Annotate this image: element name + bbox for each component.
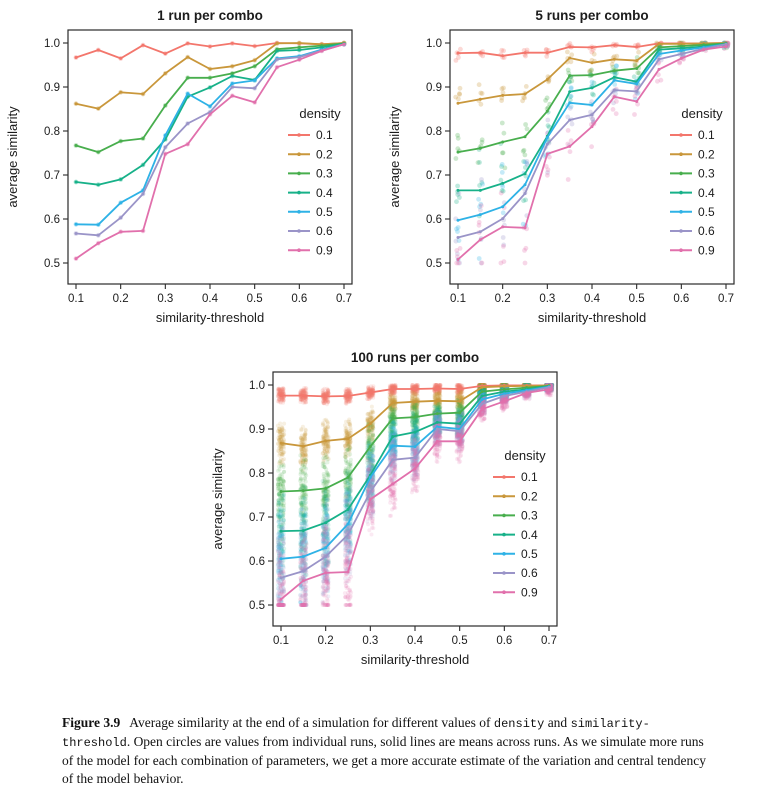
legend-key-dot xyxy=(297,248,301,252)
y-axis-title: average similarity xyxy=(387,106,402,208)
y-tick-label: 1.0 xyxy=(426,38,442,50)
y-tick-label: 1.0 xyxy=(249,380,265,392)
y-axis xyxy=(426,38,450,270)
legend-label: 0.9 xyxy=(698,243,715,258)
legend-key-dot xyxy=(679,229,683,233)
y-tick-label: 0.7 xyxy=(44,170,60,182)
legend-key-dot xyxy=(502,590,506,594)
legend-key-dot xyxy=(502,533,506,537)
y-tick-label: 0.8 xyxy=(249,468,265,480)
y-axis-title: average similarity xyxy=(210,448,225,550)
legend-key-dot xyxy=(297,210,301,214)
series-line-0.9 xyxy=(458,47,726,260)
x-axis-title: similarity-threshold xyxy=(537,310,647,325)
mean-lines xyxy=(75,42,346,261)
x-tick-label: 0.2 xyxy=(494,293,511,305)
chart-title: 5 runs per combo xyxy=(535,8,649,23)
legend-key-dot xyxy=(679,191,683,195)
x-tick-label: 0.3 xyxy=(157,293,174,305)
legend-title: density xyxy=(681,106,723,121)
y-axis-title: average similarity xyxy=(5,106,20,208)
legend-label: 0.2 xyxy=(698,147,715,162)
legend-label: 0.6 xyxy=(698,224,715,239)
y-tick-label: 1.0 xyxy=(44,38,60,50)
x-tick-label: 0.5 xyxy=(628,293,645,305)
y-tick-label: 0.9 xyxy=(44,82,60,94)
x-tick-label: 0.1 xyxy=(450,293,466,305)
figure-caption-label: Figure 3.9 xyxy=(62,714,121,730)
legend-label: 0.9 xyxy=(521,585,538,600)
legend-label: 0.1 xyxy=(316,128,333,143)
legend xyxy=(670,106,723,257)
legend-label: 0.4 xyxy=(521,527,538,542)
x-tick-label: 0.1 xyxy=(273,635,289,647)
x-tick-label: 0.4 xyxy=(202,293,219,305)
legend-label: 0.1 xyxy=(521,470,538,485)
x-tick-label: 0.7 xyxy=(336,293,353,305)
chart-title: 1 run per combo xyxy=(157,8,263,23)
x-tick-label: 0.7 xyxy=(718,293,735,305)
legend-label: 0.4 xyxy=(316,185,333,200)
y-tick-label: 0.6 xyxy=(249,556,265,568)
y-tick-label: 0.7 xyxy=(249,512,265,524)
legend-label: 0.3 xyxy=(521,508,538,523)
legend-title: density xyxy=(504,448,546,463)
legend-key-dot xyxy=(502,494,506,498)
y-tick-label: 0.7 xyxy=(426,170,442,182)
x-tick-label: 0.1 xyxy=(68,293,84,305)
x-tick-label: 0.6 xyxy=(673,293,690,305)
caption-text-run: Average similarity at the end of a simulation for different values of xyxy=(129,714,494,730)
legend-key-dot xyxy=(502,475,506,479)
chart-svg xyxy=(207,344,579,679)
x-tick-label: 0.3 xyxy=(362,635,379,647)
chart-1-run-per-combo xyxy=(2,2,374,342)
legend-label: 0.4 xyxy=(698,185,715,200)
x-axis xyxy=(68,284,352,305)
legend-key-dot xyxy=(679,133,683,137)
legend-label: 0.2 xyxy=(521,489,538,504)
x-tick-label: 0.5 xyxy=(451,635,468,647)
legend-label: 0.9 xyxy=(316,243,333,258)
chart-title: 100 runs per combo xyxy=(350,350,480,365)
x-axis xyxy=(450,284,734,305)
x-tick-label: 0.3 xyxy=(539,293,556,305)
legend-key-dot xyxy=(297,172,301,176)
x-tick-label: 0.2 xyxy=(112,293,129,305)
legend-label: 0.6 xyxy=(316,224,333,239)
legend-label: 0.5 xyxy=(316,205,333,219)
legend-key-dot xyxy=(502,514,506,518)
y-tick-label: 0.9 xyxy=(249,424,265,436)
legend-title: density xyxy=(299,106,341,121)
x-axis-title: similarity-threshold xyxy=(360,652,470,667)
legend-key-dot xyxy=(502,571,506,575)
legend-key-dot xyxy=(679,152,683,156)
x-axis-title: similarity-threshold xyxy=(155,310,265,325)
legend-key-dot xyxy=(297,133,301,137)
legend-key-dot xyxy=(679,248,683,252)
caption-text-run: and xyxy=(544,714,571,730)
y-axis xyxy=(249,380,273,612)
legend-key-dot xyxy=(679,210,683,214)
legend-label: 0.5 xyxy=(521,547,538,561)
legend-label: 0.6 xyxy=(521,566,538,581)
y-tick-label: 0.5 xyxy=(44,258,60,270)
x-tick-label: 0.4 xyxy=(584,293,601,305)
y-tick-label: 0.5 xyxy=(249,600,265,612)
x-tick-label: 0.4 xyxy=(407,635,424,647)
chart-5-runs-per-combo xyxy=(384,2,756,342)
figure-caption-text xyxy=(62,715,706,786)
scatter-points xyxy=(74,41,347,261)
chart-100-runs-per-combo xyxy=(207,344,579,684)
legend xyxy=(288,106,341,257)
x-tick-label: 0.6 xyxy=(496,635,513,647)
mean-lines xyxy=(457,42,728,262)
chart-svg xyxy=(384,2,756,337)
x-tick-label: 0.2 xyxy=(317,635,334,647)
y-tick-label: 0.6 xyxy=(44,214,60,226)
legend-label: 0.1 xyxy=(698,128,715,143)
caption-code-term: similarity-threshold xyxy=(62,716,650,750)
legend-key-dot xyxy=(297,191,301,195)
legend-key-dot xyxy=(297,152,301,156)
y-tick-label: 0.9 xyxy=(426,82,442,94)
caption-code-term: density xyxy=(493,716,545,731)
y-axis xyxy=(44,38,68,270)
chart-svg xyxy=(2,2,374,337)
x-tick-label: 0.7 xyxy=(541,635,558,647)
legend-label: 0.5 xyxy=(698,205,715,219)
legend xyxy=(493,448,546,599)
legend-key-dot xyxy=(297,229,301,233)
legend-key-dot xyxy=(679,172,683,176)
figure-caption xyxy=(62,714,714,788)
legend-key-dot xyxy=(502,552,506,556)
x-tick-label: 0.5 xyxy=(246,293,263,305)
legend-label: 0.3 xyxy=(316,166,333,181)
legend-label: 0.2 xyxy=(316,147,333,162)
x-axis xyxy=(273,626,557,647)
x-tick-label: 0.6 xyxy=(291,293,308,305)
y-tick-label: 0.5 xyxy=(426,258,442,270)
caption-text-run: . Open circles are values from individual runs, solid lines are means across runs. As we simulate more runs of the model for each combination of parameters, we get a more accurate estimate of the variation and central tendency of the model behavior. xyxy=(62,733,706,786)
y-tick-label: 0.6 xyxy=(426,214,442,226)
legend-label: 0.3 xyxy=(698,166,715,181)
y-tick-label: 0.8 xyxy=(44,126,60,138)
y-tick-label: 0.8 xyxy=(426,126,442,138)
